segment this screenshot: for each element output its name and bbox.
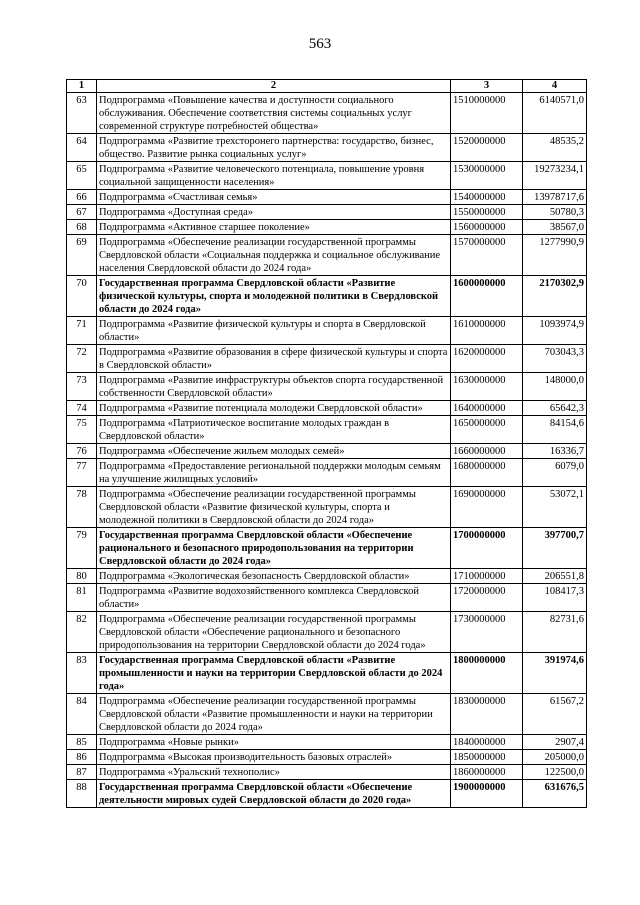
table-row bbox=[67, 416, 587, 444]
row-amount: 16336,7 bbox=[523, 444, 587, 459]
row-code: 1550000000 bbox=[451, 205, 523, 220]
row-amount: 19273234,1 bbox=[523, 162, 587, 190]
row-name: Государственная программа Свердловской области «Обеспечение деятельности мировых судей Свердловской области до 2020 года» bbox=[97, 780, 451, 808]
table-row bbox=[67, 276, 587, 317]
row-number: 87 bbox=[67, 765, 97, 780]
row-code: 1840000000 bbox=[451, 735, 523, 750]
table-row bbox=[67, 162, 587, 190]
row-number: 85 bbox=[67, 735, 97, 750]
row-amount: 53072,1 bbox=[523, 487, 587, 528]
row-amount: 122500,0 bbox=[523, 765, 587, 780]
table-row bbox=[67, 235, 587, 276]
header-col-4: 4 bbox=[523, 80, 587, 93]
row-name: Государственная программа Свердловской области «Развитие физической культуры, спорта и молодежной политики в Свердловской области до 2024 года» bbox=[97, 276, 451, 317]
row-number: 67 bbox=[67, 205, 97, 220]
row-name: Подпрограмма «Развитие водохозяйственного комплекса Свердловской области» bbox=[97, 584, 451, 612]
row-code: 1540000000 bbox=[451, 190, 523, 205]
table-row bbox=[67, 373, 587, 401]
table-row bbox=[67, 401, 587, 416]
budget-table bbox=[66, 79, 587, 808]
row-number: 81 bbox=[67, 584, 97, 612]
row-name: Подпрограмма «Развитие человеческого потенциала, повышение уровня социальной защищенности населения» bbox=[97, 162, 451, 190]
row-code: 1610000000 bbox=[451, 317, 523, 345]
table-row bbox=[67, 528, 587, 569]
row-number: 79 bbox=[67, 528, 97, 569]
row-code: 1520000000 bbox=[451, 134, 523, 162]
row-name: Подпрограмма «Уральский технополис» bbox=[97, 765, 451, 780]
row-amount: 2907,4 bbox=[523, 735, 587, 750]
row-name: Подпрограмма «Высокая производительность базовых отраслей» bbox=[97, 750, 451, 765]
row-number: 77 bbox=[67, 459, 97, 487]
row-amount: 38567,0 bbox=[523, 220, 587, 235]
table-row bbox=[67, 134, 587, 162]
row-name: Подпрограмма «Обеспечение реализации государственной программы Свердловской области «Развитие физической культуры, спорта и молодежной политики в Свердловской области до 2024 года» bbox=[97, 487, 451, 528]
row-name: Подпрограмма «Обеспечение реализации государственной программы Свердловской области «Развитие промышленности и науки на территории Свердловской области до 2024 года» bbox=[97, 694, 451, 735]
row-code: 1630000000 bbox=[451, 373, 523, 401]
row-code: 1680000000 bbox=[451, 459, 523, 487]
row-name: Подпрограмма «Активное старшее поколение» bbox=[97, 220, 451, 235]
table-row bbox=[67, 584, 587, 612]
row-code: 1800000000 bbox=[451, 653, 523, 694]
row-code: 1510000000 bbox=[451, 93, 523, 134]
row-code: 1700000000 bbox=[451, 528, 523, 569]
row-name: Государственная программа Свердловской области «Обеспечение рационального и безопасного природопользования на территории Свердловской области до 2024 года» bbox=[97, 528, 451, 569]
row-name: Подпрограмма «Развитие трехсторонего партнерства: государство, бизнес, общество. Развитие рынка социальных услуг» bbox=[97, 134, 451, 162]
row-number: 68 bbox=[67, 220, 97, 235]
table-row bbox=[67, 444, 587, 459]
table-row bbox=[67, 93, 587, 134]
row-name: Подпрограмма «Патриотическое воспитание молодых граждан в Свердловской области» bbox=[97, 416, 451, 444]
row-number: 74 bbox=[67, 401, 97, 416]
row-amount: 397700,7 bbox=[523, 528, 587, 569]
table-row bbox=[67, 612, 587, 653]
row-amount: 65642,3 bbox=[523, 401, 587, 416]
row-number: 75 bbox=[67, 416, 97, 444]
row-number: 88 bbox=[67, 780, 97, 808]
row-code: 1570000000 bbox=[451, 235, 523, 276]
row-amount: 148000,0 bbox=[523, 373, 587, 401]
row-name: Подпрограмма «Развитие инфраструктуры объектов спорта государственной собственности Свердловской области» bbox=[97, 373, 451, 401]
row-number: 69 bbox=[67, 235, 97, 276]
row-number: 84 bbox=[67, 694, 97, 735]
table-row bbox=[67, 190, 587, 205]
page-number: 563 bbox=[308, 36, 332, 52]
row-number: 73 bbox=[67, 373, 97, 401]
row-code: 1730000000 bbox=[451, 612, 523, 653]
table-row bbox=[67, 735, 587, 750]
header-col-2: 2 bbox=[97, 80, 451, 93]
table-row bbox=[67, 750, 587, 765]
header-col-1: 1 bbox=[67, 80, 97, 93]
row-name: Подпрограмма «Обеспечение реализации государственной программы Свердловской области «Социальная поддержка и социальное обслуживание населения Свердловской области до 2024 года» bbox=[97, 235, 451, 276]
row-number: 72 bbox=[67, 345, 97, 373]
row-number: 82 bbox=[67, 612, 97, 653]
row-name: Подпрограмма «Счастливая семья» bbox=[97, 190, 451, 205]
table-row bbox=[67, 694, 587, 735]
table-row bbox=[67, 780, 587, 808]
row-name: Подпрограмма «Обеспечение реализации государственной программы Свердловской области «Обеспечение рационального и безопасного природопользования на территории Свердловской области до 2024 года» bbox=[97, 612, 451, 653]
row-code: 1720000000 bbox=[451, 584, 523, 612]
table-row bbox=[67, 459, 587, 487]
row-amount: 703043,3 bbox=[523, 345, 587, 373]
table-row bbox=[67, 487, 587, 528]
row-number: 65 bbox=[67, 162, 97, 190]
row-number: 78 bbox=[67, 487, 97, 528]
row-amount: 631676,5 bbox=[523, 780, 587, 808]
row-code: 1640000000 bbox=[451, 401, 523, 416]
row-number: 83 bbox=[67, 653, 97, 694]
row-code: 1660000000 bbox=[451, 444, 523, 459]
row-amount: 2170302,9 bbox=[523, 276, 587, 317]
row-code: 1900000000 bbox=[451, 780, 523, 808]
row-name: Подпрограмма «Предоставление региональной поддержки молодым семьям на улучшение жилищных условий» bbox=[97, 459, 451, 487]
row-amount: 61567,2 bbox=[523, 694, 587, 735]
row-amount: 84154,6 bbox=[523, 416, 587, 444]
table-row bbox=[67, 653, 587, 694]
row-amount: 1277990,9 bbox=[523, 235, 587, 276]
row-number: 86 bbox=[67, 750, 97, 765]
row-number: 66 bbox=[67, 190, 97, 205]
table-row bbox=[67, 765, 587, 780]
row-name: Подпрограмма «Доступная среда» bbox=[97, 205, 451, 220]
row-code: 1850000000 bbox=[451, 750, 523, 765]
row-amount: 205000,0 bbox=[523, 750, 587, 765]
row-number: 71 bbox=[67, 317, 97, 345]
header-col-3: 3 bbox=[451, 80, 523, 93]
table-row bbox=[67, 317, 587, 345]
row-number: 64 bbox=[67, 134, 97, 162]
table-row bbox=[67, 220, 587, 235]
row-code: 1860000000 bbox=[451, 765, 523, 780]
table-row bbox=[67, 205, 587, 220]
row-number: 70 bbox=[67, 276, 97, 317]
row-code: 1530000000 bbox=[451, 162, 523, 190]
row-amount: 48535,2 bbox=[523, 134, 587, 162]
row-name: Подпрограмма «Развитие потенциала молодежи Свердловской области» bbox=[97, 401, 451, 416]
row-amount: 1093974,9 bbox=[523, 317, 587, 345]
row-amount: 6079,0 bbox=[523, 459, 587, 487]
table-row bbox=[67, 569, 587, 584]
table-header-row bbox=[67, 80, 587, 93]
row-number: 80 bbox=[67, 569, 97, 584]
row-code: 1690000000 bbox=[451, 487, 523, 528]
row-name: Подпрограмма «Повышение качества и доступности социального обслуживания. Обеспечение соответствия системы социальных услуг современной структуре потребностей общества» bbox=[97, 93, 451, 134]
row-amount: 391974,6 bbox=[523, 653, 587, 694]
row-name: Подпрограмма «Обеспечение жильем молодых семей» bbox=[97, 444, 451, 459]
row-name: Подпрограмма «Новые рынки» bbox=[97, 735, 451, 750]
row-number: 76 bbox=[67, 444, 97, 459]
row-name: Подпрограмма «Развитие физической культуры и спорта в Свердловской области» bbox=[97, 317, 451, 345]
row-code: 1600000000 bbox=[451, 276, 523, 317]
row-code: 1830000000 bbox=[451, 694, 523, 735]
row-code: 1650000000 bbox=[451, 416, 523, 444]
row-name: Подпрограмма «Экологическая безопасность Свердловской области» bbox=[97, 569, 451, 584]
row-code: 1710000000 bbox=[451, 569, 523, 584]
row-amount: 13978717,6 bbox=[523, 190, 587, 205]
table-row bbox=[67, 345, 587, 373]
row-code: 1560000000 bbox=[451, 220, 523, 235]
row-amount: 82731,6 bbox=[523, 612, 587, 653]
row-amount: 206551,8 bbox=[523, 569, 587, 584]
row-amount: 50780,3 bbox=[523, 205, 587, 220]
row-amount: 6140571,0 bbox=[523, 93, 587, 134]
row-number: 63 bbox=[67, 93, 97, 134]
row-name: Государственная программа Свердловской области «Развитие промышленности и науки на территории Свердловской области до 2024 года» bbox=[97, 653, 451, 694]
row-name: Подпрограмма «Развитие образования в сфере физической культуры и спорта в Свердловской области» bbox=[97, 345, 451, 373]
row-amount: 108417,3 bbox=[523, 584, 587, 612]
row-code: 1620000000 bbox=[451, 345, 523, 373]
